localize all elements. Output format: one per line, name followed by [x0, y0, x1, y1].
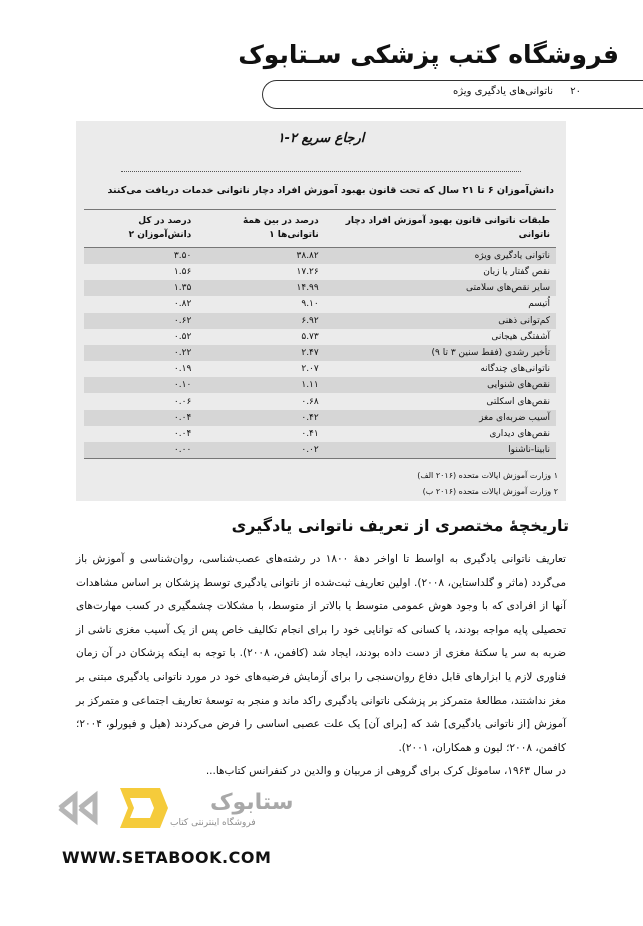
table-caption: دانش‌آموزان ۶ تا ۲۱ سال که تحت قانون بهبود آموزش افراد دچار ناتوانی خدمات دریافت می‌کنند: [107, 185, 554, 196]
table-row: [84, 280, 556, 296]
category-cell: کم‌توانی ذهنی: [325, 313, 556, 329]
footnote: ۱ وزارت آموزش ایالات متحده (۲۰۱۶ الف): [417, 471, 558, 480]
site-url[interactable]: WWW.SETABOOK.COM: [62, 848, 272, 867]
category-cell: نقص گفتار یا زبان: [483, 267, 550, 278]
column-header: درصد در بین همهٔ ناتوانی‌ها ۱: [197, 210, 324, 248]
category-cell: نابینا-ناشنوا: [325, 442, 556, 459]
percent-all-cell: ۵.۷۳: [301, 331, 319, 342]
store-title: فروشگاه کتب پزشکی سـتابوک: [238, 40, 619, 69]
body-text: [76, 548, 566, 784]
table-row: [84, 329, 556, 345]
table-header-row: [84, 210, 556, 248]
percent-all-cell: ۱۷.۲۶: [296, 267, 319, 278]
percent-students-cell: ۰.۶۲: [84, 313, 197, 329]
table-row: [84, 442, 556, 459]
percent-students-cell: ۰.۱۰: [84, 377, 197, 393]
dotted-divider: [121, 171, 521, 172]
percent-students-cell: ۰.۰۰: [84, 442, 197, 459]
disability-table: [84, 209, 556, 459]
percent-all-cell: ۰.۰۲: [197, 442, 324, 459]
page-number: ۲۰: [570, 86, 581, 97]
store-watermark: [50, 778, 310, 838]
percent-all-cell: ۱.۱۱: [197, 377, 324, 393]
box-title: ارجاع سریع ۲-۱: [277, 131, 365, 146]
table-row: [84, 410, 556, 426]
table-row: [84, 393, 556, 409]
percent-all-cell: ۶.۹۲: [197, 313, 324, 329]
table-row: [84, 345, 556, 361]
quick-reference-box: [76, 121, 566, 501]
percent-all-cell: ۲.۴۷: [197, 345, 324, 361]
percent-students-cell: ۰.۰۴: [84, 410, 197, 426]
column-header: درصد در کل دانش‌آموزان ۲: [84, 210, 197, 248]
category-cell: نقص‌های شنوایی: [325, 377, 556, 393]
category-cell: ناتوانی یادگیری ویژه: [325, 247, 556, 264]
category-cell: آسیب ضربه‌ای مغز: [325, 410, 556, 426]
percent-students-cell: ۰.۰۶: [173, 396, 192, 407]
percent-students-cell: ۰.۸۲: [173, 299, 192, 310]
category-cell: ناتوانی‌های چندگانه: [480, 364, 550, 375]
category-cell: سایر نقص‌های سلامتی: [325, 280, 556, 296]
percent-students-cell: ۱.۵۶: [173, 267, 192, 278]
table-row: [84, 296, 556, 312]
paragraph: در سال ۱۹۶۳، ساموئل کرک برای گروهی از مربیان و والدین در کنفرانس کتاب‌ها...: [205, 765, 566, 778]
table-row: [84, 313, 556, 329]
percent-all-cell: ۰.۴۱: [301, 428, 319, 439]
category-cell: نقص‌های دیداری: [489, 428, 550, 439]
percent-students-cell: ۰.۱۹: [173, 364, 192, 375]
percent-all-cell: ۰.۶۸: [301, 396, 319, 407]
percent-students-cell: ۱.۳۵: [84, 280, 197, 296]
table-row: [84, 377, 556, 393]
column-header: طبقات ناتوانی قانون بهبود آموزش افراد دچار ناتوانی: [325, 210, 556, 248]
section-heading: تاریخچهٔ مختصری از تعریف ناتوانی یادگیری: [231, 516, 569, 535]
category-cell: اُتیسم: [528, 299, 550, 310]
watermark-tagline: فروشگاه اینترنتی کتاب: [170, 818, 256, 828]
watermark-brand: ستابوک: [210, 790, 294, 815]
table-row: [84, 247, 556, 264]
table-footnotes: [84, 468, 558, 500]
category-cell: نقص‌های اسکلتی: [486, 396, 550, 407]
table-row: [84, 426, 556, 442]
footnote: ۲ وزارت آموزش ایالات متحده (۲۰۱۶ ب): [422, 487, 558, 496]
percent-all-cell: ۹.۱۰: [301, 299, 319, 310]
percent-students-cell: ۳.۵۰: [84, 247, 197, 264]
percent-students-cell: ۰.۰۴: [173, 428, 192, 439]
table-row: [84, 361, 556, 377]
percent-all-cell: ۲.۰۷: [301, 364, 319, 375]
category-cell: تأخیر رشدی (فقط سنین ۳ تا ۹): [325, 345, 556, 361]
setabook-logo-icon: [50, 778, 170, 838]
running-head: ناتوانی‌های یادگیری ویژه: [453, 86, 553, 97]
percent-all-cell: ۱۴.۹۹: [197, 280, 324, 296]
percent-all-cell: ۰.۴۲: [197, 410, 324, 426]
percent-students-cell: ۰.۲۲: [84, 345, 197, 361]
table-row: [84, 264, 556, 280]
category-cell: آشفتگی هیجانی: [491, 331, 550, 342]
percent-all-cell: ۳۸.۸۲: [197, 247, 324, 264]
percent-students-cell: ۰.۵۲: [173, 331, 192, 342]
paragraph: تعاریف ناتوانی یادگیری به اواسط تا اواخر دههٔ ۱۸۰۰ در رشته‌های عصب‌شناسی، روان‌شناسی و آموزش باز می‌گردد (ماثر و گلداستاین، ۲۰۰۸). اولین تعاریف ثبت‌شده از ناتوانی یادگیری توسط پزشکان بر اساس مشاهدات آنها از افرادی که با وجود هوش عمومی متوسط یا بالاتر از متوسط، با مشکلات چشمگیری در کسب مهارت‌های تحصیلی پایه مواجه بودند، یا کسانی که توانایی خود را برای انجام تکالیف خاص پس از یک آسیب مغزی ناشی از ضربه به سر یا سکتهٔ مغزی از دست داده بودند، ایجاد شد (کافمن، ۲۰۰۸). با توجه به اینکه پزشکان در آن زمان فناوری لازم یا ابزارهای قابل دفاع روان‌سنجی را برای آزمایش فرضیه‌های خود در مورد ناتوانی یادگیری مبتنی بر مغز نداشتند، مطالعهٔ متمرکز بر پزشکی ناتوانی یادگیری راکد ماند و منجر به توسعهٔ تعاریف اجتماعی و متمرکز بر آموزش [از ناتوانی یادگیری] شد که [برای آن] یک علت عصبی اساسی را فرض می‌کردند (هیل و فیورلو، ۲۰۰۴؛ کافمن، ۲۰۰۸؛ لیون و همکاران، ۲۰۰۱).: [76, 553, 566, 754]
